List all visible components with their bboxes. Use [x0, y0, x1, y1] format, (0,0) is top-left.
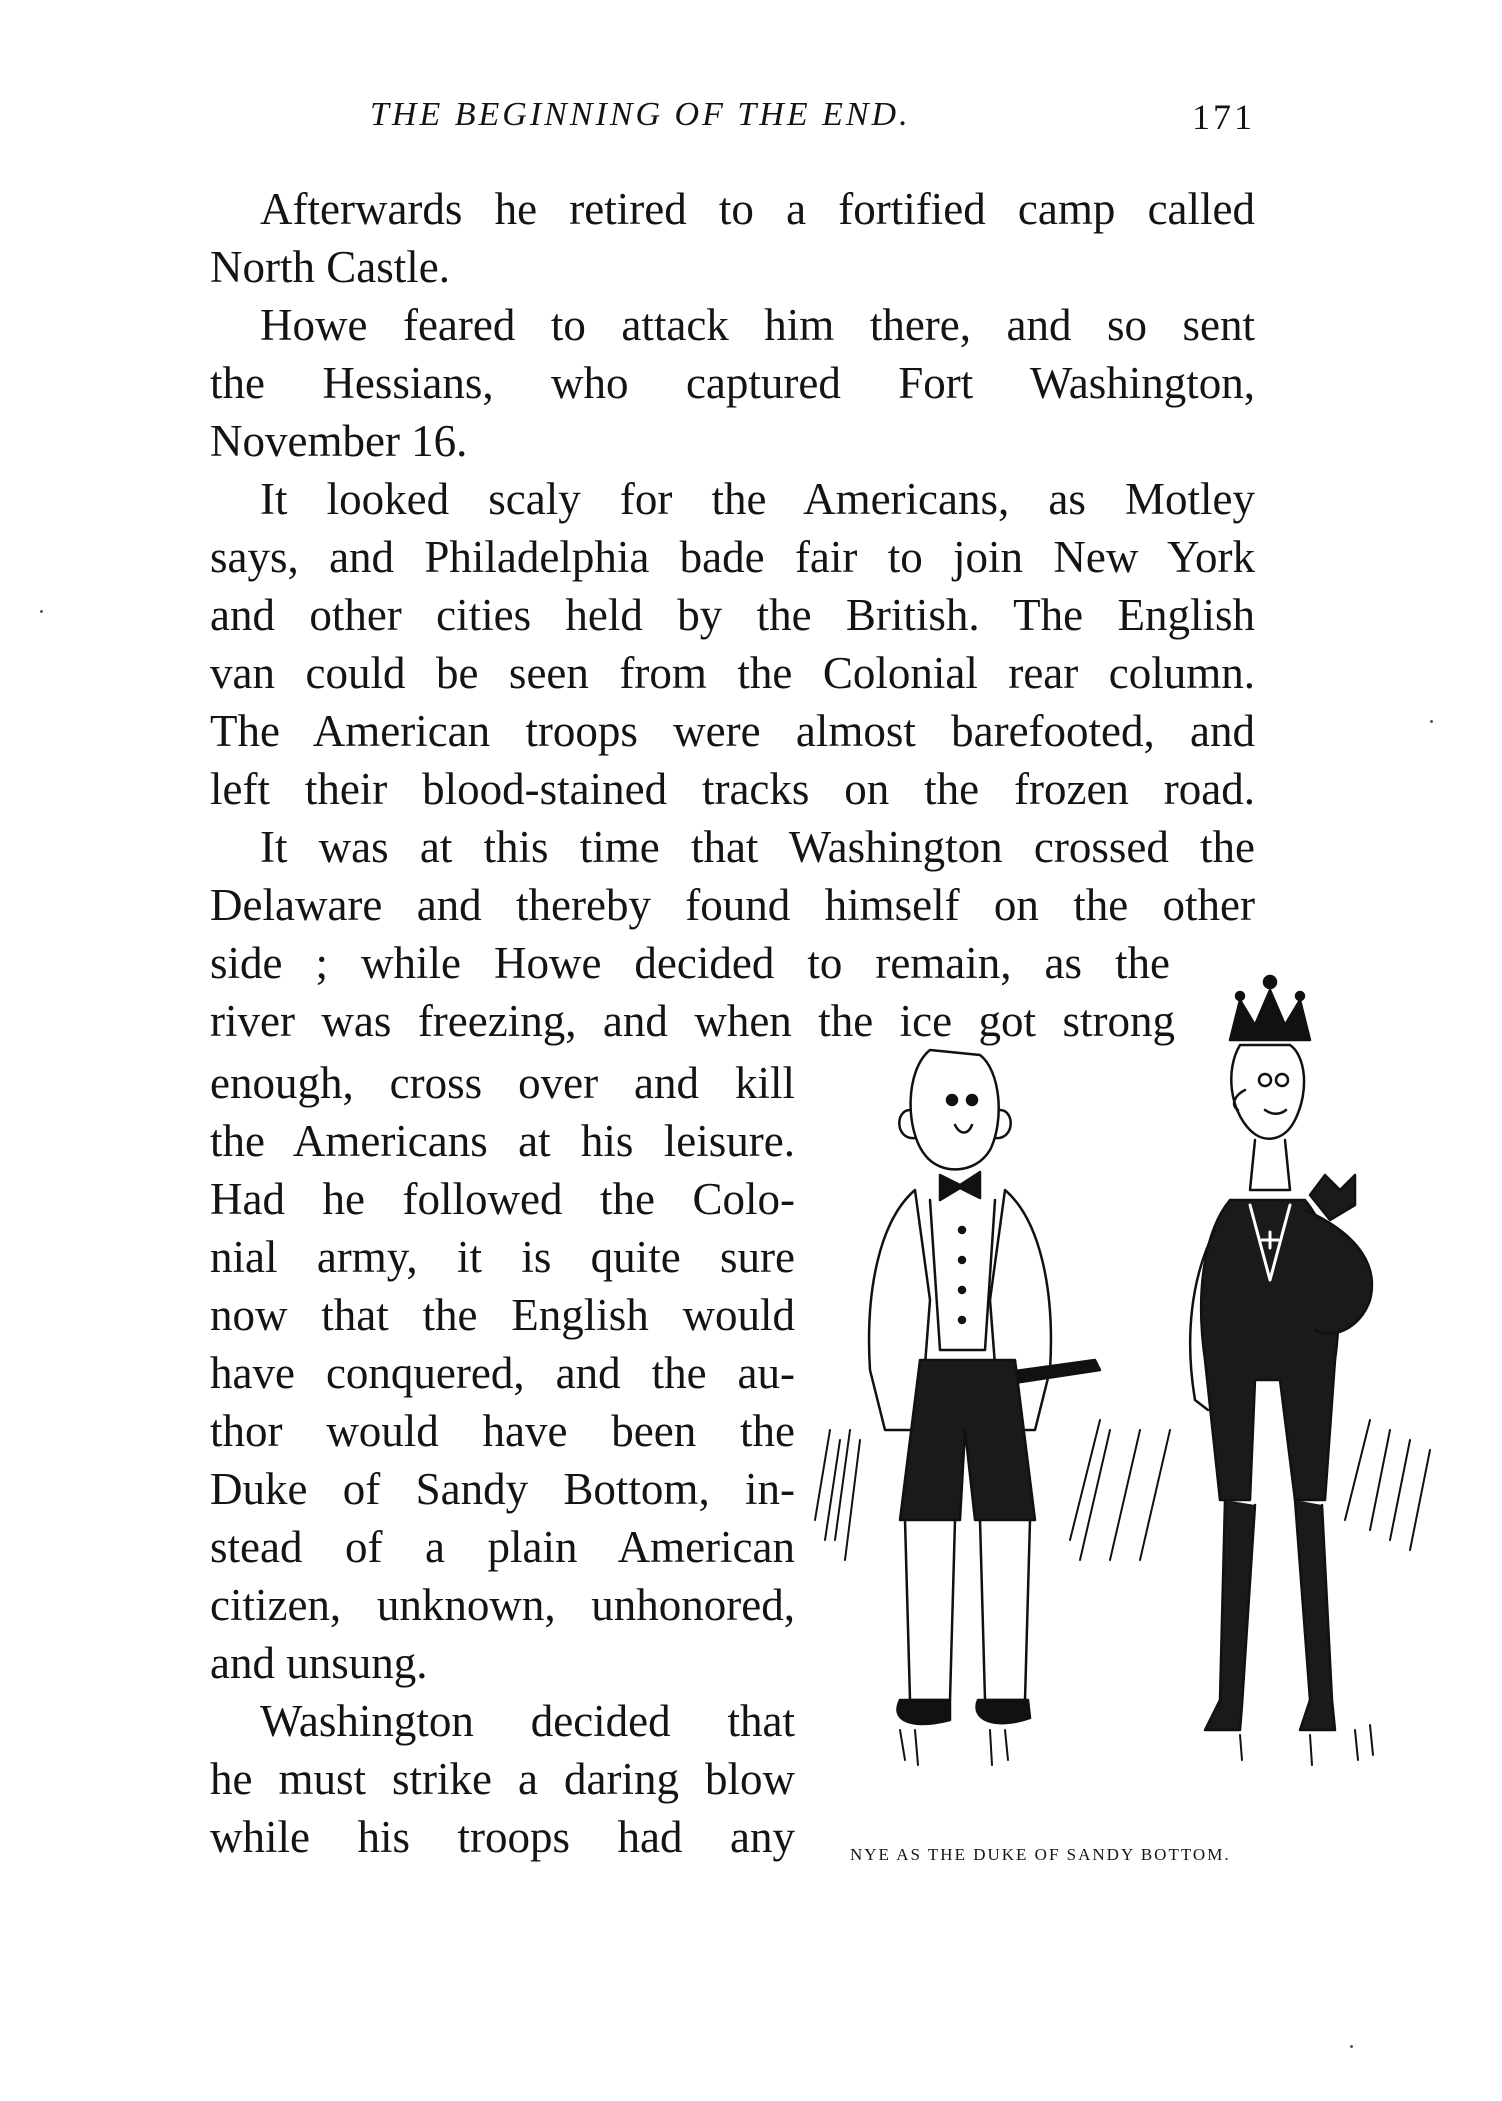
text-line: the Americans at his leisure.	[210, 1116, 795, 1166]
text-line: while his troops had any	[210, 1812, 795, 1862]
text-line: he must strike a daring blow	[210, 1754, 795, 1804]
text-line: says, and Philadelphia bade fair to join New York	[210, 532, 1255, 582]
crown-icon	[1230, 976, 1310, 1040]
text-line: have conquered, and the au-	[210, 1348, 795, 1398]
text-line: Washington decided that	[260, 1696, 795, 1746]
figure-caption: NYE AS THE DUKE OF SANDY BOTTOM.	[850, 1845, 1231, 1864]
running-head	[210, 96, 1255, 146]
print-speck	[1350, 2045, 1353, 2048]
print-speck	[1430, 720, 1433, 723]
text-line: side ; while Howe decided to remain, as the	[210, 938, 1170, 988]
text-line: thor would have been the	[210, 1406, 795, 1456]
text-line: and other cities held by the British. The English	[210, 590, 1255, 640]
text-line: now that the English would	[210, 1290, 795, 1340]
text-line: left their blood-stained tracks on the frozen road.	[210, 764, 1255, 814]
page-number: 171	[1192, 97, 1255, 137]
text-line: North Castle.	[210, 242, 450, 292]
text-line: and unsung.	[210, 1638, 428, 1688]
illustration-duke-and-servant	[810, 960, 1440, 1800]
text-line: Had he followed the Colo-	[210, 1174, 795, 1224]
text-line: nial army, it is quite sure	[210, 1232, 795, 1282]
text-line: The American troops were almost barefooted, and	[210, 706, 1255, 756]
running-title: THE BEGINNING OF THE END.	[370, 96, 911, 133]
text-line: Howe feared to attack him there, and so sent	[260, 300, 1255, 350]
text-line: Duke of Sandy Bottom, in-	[210, 1464, 795, 1514]
text-line: Delaware and thereby found himself on the other	[210, 880, 1255, 930]
text-line: It was at this time that Washington crossed the	[260, 822, 1255, 872]
text-line: November 16.	[210, 416, 468, 466]
text-line: citizen, unknown, unhonored,	[210, 1580, 795, 1630]
text-line: river was freezing, and when the ice got strong	[210, 996, 1175, 1046]
illustration	[810, 960, 1440, 1800]
print-speck	[40, 610, 43, 613]
text-line: enough, cross over and kill	[210, 1058, 795, 1108]
full-width-text	[210, 180, 1255, 1050]
text-line: Afterwards he retired to a fortified camp called	[260, 184, 1255, 234]
text-line: stead of a plain American	[210, 1522, 795, 1572]
text-line: It looked scaly for the Americans, as Motley	[260, 474, 1255, 524]
text-line: the Hessians, who captured Fort Washington,	[210, 358, 1255, 408]
wrapped-text-column	[210, 1054, 795, 1866]
text-line: van could be seen from the Colonial rear column.	[210, 648, 1255, 698]
